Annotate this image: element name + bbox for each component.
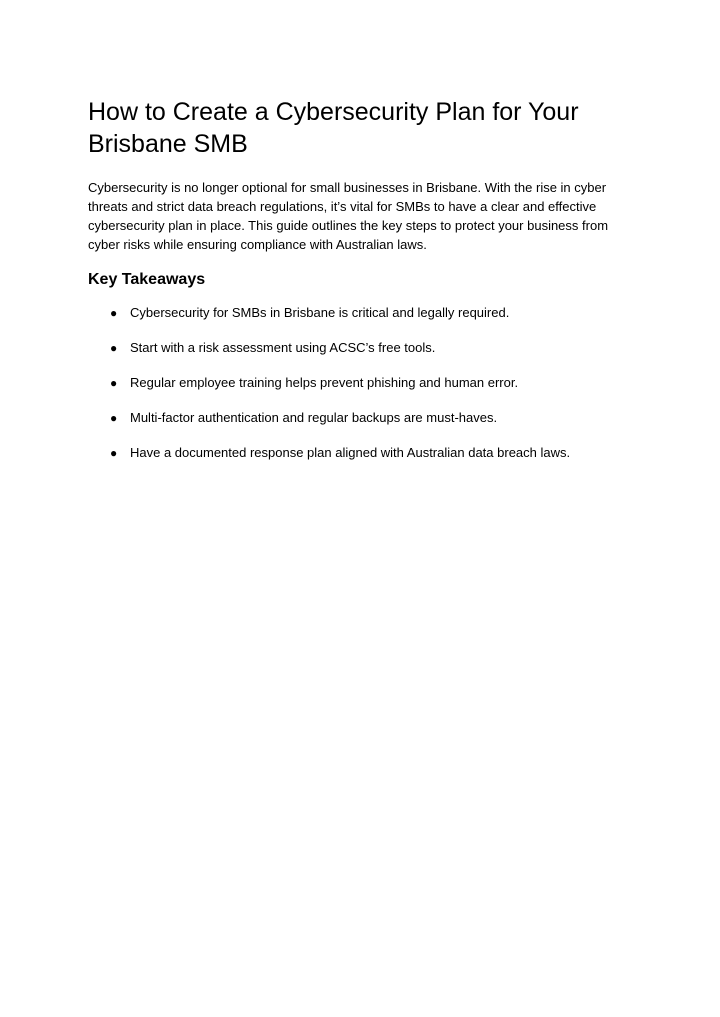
- key-takeaways-heading: Key Takeaways: [88, 271, 206, 288]
- bullet-icon: ●: [110, 341, 118, 355]
- document-title: How to Create a Cybersecurity Plan for Your Brisbane SMB: [88, 98, 579, 158]
- key-takeaways-list: [88, 304, 633, 462]
- takeaway-item: [88, 409, 633, 427]
- takeaway-text: Have a documented response plan aligned with Australian data breach laws.: [130, 445, 571, 460]
- bullet-icon: ●: [110, 306, 118, 320]
- intro-paragraph: Cybersecurity is no longer optional for small businesses in Brisbane. With the rise in cyber threats and strict data breach regulations, it’s vital for SMBs to have a clear and effective cybersecurity plan in place. This guide outlines the key steps to protect your business from cyber risks while ensuring compliance with Australian laws.: [88, 180, 609, 252]
- bullet-icon: ●: [110, 411, 118, 425]
- takeaway-item: [88, 304, 633, 322]
- takeaway-text: Regular employee training helps prevent phishing and human error.: [130, 375, 519, 390]
- document-body: [88, 96, 633, 479]
- takeaway-text: Cybersecurity for SMBs in Brisbane is critical and legally required.: [130, 305, 510, 320]
- takeaway-item: [88, 339, 633, 357]
- takeaway-item: [88, 374, 633, 392]
- takeaway-text: Start with a risk assessment using ACSC’s free tools.: [130, 340, 436, 355]
- bullet-icon: ●: [110, 446, 118, 460]
- takeaway-item: [88, 444, 633, 462]
- bullet-icon: ●: [110, 376, 118, 390]
- takeaway-text: Multi-factor authentication and regular backups are must-haves.: [130, 410, 498, 425]
